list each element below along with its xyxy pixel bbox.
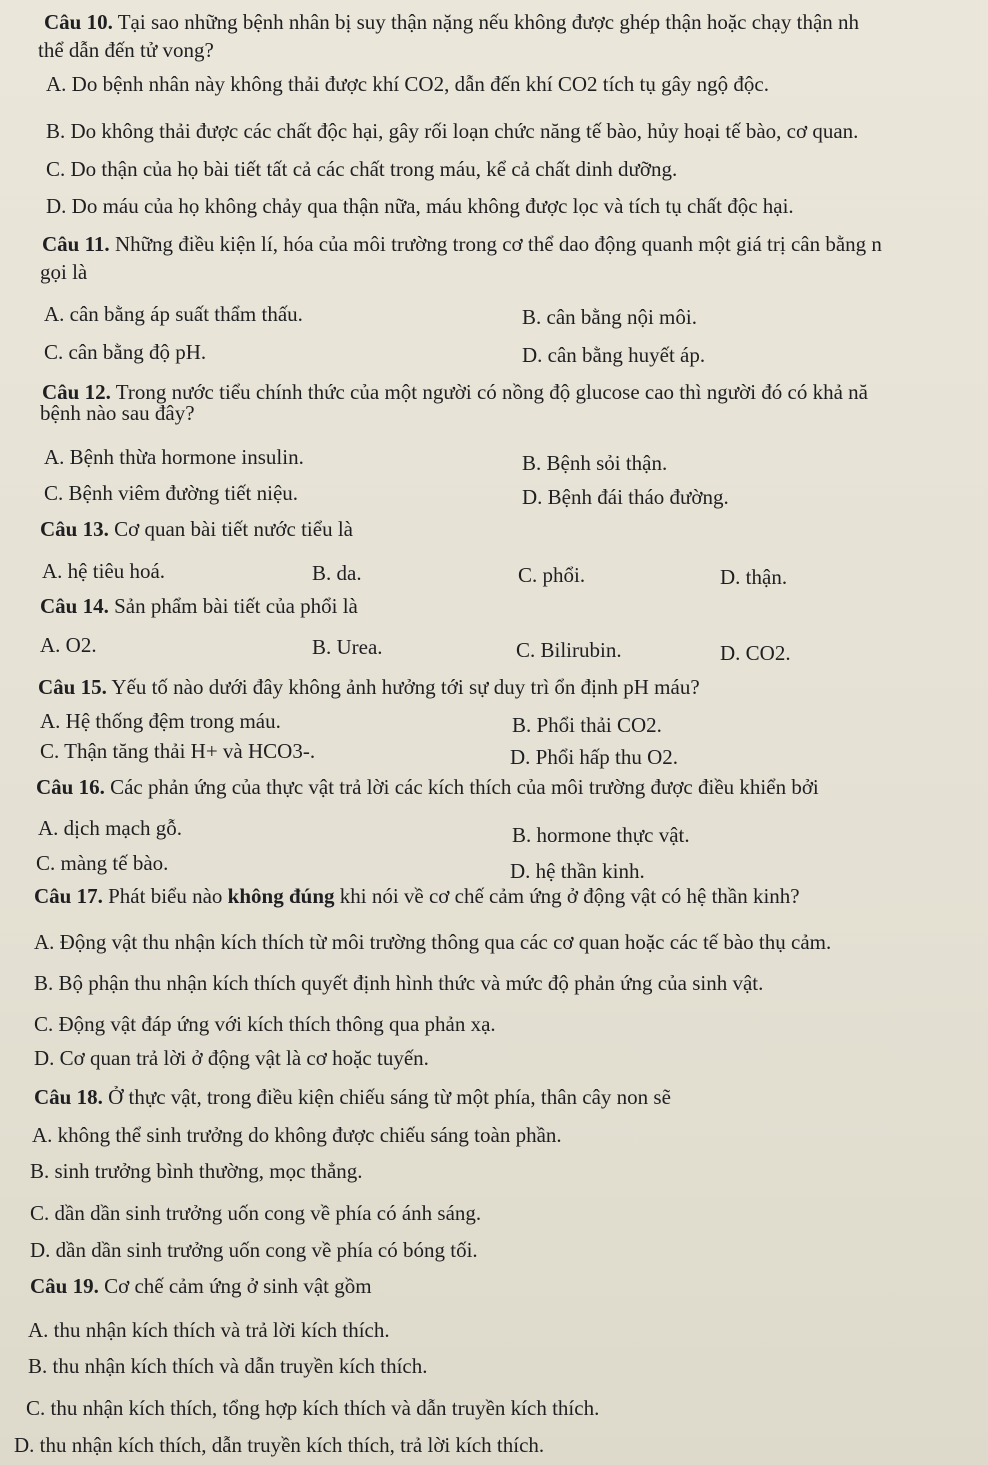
question-16-option-d: D. hệ thần kinh. [510,859,645,883]
question-text: Tại sao những bệnh nhân bị suy thận nặng nếu không được ghép thận hoặc chạy thận nh [117,10,860,34]
question-19-option-d: D. thu nhận kích thích, dẫn truyền kích thích, trả lời kích thích. [14,1433,545,1457]
question-14-option-b: B. Urea. [312,635,383,659]
question-14-option-a: A. O2. [40,633,97,657]
question-13-stem [40,516,353,542]
question-text: Yếu tố nào dưới đây không ảnh hưởng tới sự duy trì ổn định pH máu? [111,675,700,699]
question-10-option-c: C. Do thận của họ bài tiết tất cả các chất trong máu, kể cả chất dinh dưỡng. [46,157,678,181]
question-15-option-c: C. Thận tăng thải H+ và HCO3-. [40,739,316,763]
question-13-option-c: C. phổi. [518,563,586,587]
question-text-pre: Phát biểu nào [108,884,228,908]
question-13-option-a: A. hệ tiêu hoá. [42,559,166,583]
question-16-option-c: C. màng tế bào. [36,851,169,875]
question-13-option-b: B. da. [312,561,362,585]
question-18-stem [34,1084,671,1110]
question-15-option-a: A. Hệ thống đệm trong máu. [40,709,281,733]
question-number: Câu 14. [40,594,109,618]
question-18-option-c: C. dần dần sinh trưởng uốn cong về phía có ánh sáng. [30,1201,482,1225]
question-18-option-a: A. không thể sinh trưởng do không được chiếu sáng toàn phần. [32,1123,562,1147]
question-emphasis: không đúng [227,884,335,908]
question-15-option-d: D. Phổi hấp thu O2. [510,745,678,769]
question-12-option-a: A. Bệnh thừa hormone insulin. [44,445,304,469]
question-12-option-c: C. Bệnh viêm đường tiết niệu. [44,481,299,505]
question-19-option-c: C. thu nhận kích thích, tổng hợp kích thích và dẫn truyền kích thích. [26,1396,600,1420]
question-11-option-c: C. cân bằng độ pH. [44,340,207,364]
question-text: Sản phẩm bài tiết của phổi là [114,594,358,618]
question-11-stem [42,231,882,257]
question-number: Câu 10. [44,10,113,34]
question-10-option-d: D. Do máu của họ không chảy qua thận nữa, máu không được lọc và tích tụ chất độc hại. [46,194,794,218]
question-16-option-a: A. dịch mạch gỗ. [38,816,183,840]
question-10-option-a: A. Do bệnh nhân này không thải được khí CO2, dẫn đến khí CO2 tích tụ gây ngộ độc. [46,72,769,96]
question-18-option-d: D. dần dần sinh trưởng uốn cong về phía có bóng tối. [30,1238,478,1262]
question-14-option-d: D. CO2. [720,641,791,665]
question-number: Câu 11. [42,232,110,256]
question-13-option-d: D. thận. [720,565,788,589]
question-12-option-b: B. Bệnh sỏi thận. [522,451,668,475]
question-text: Cơ quan bài tiết nước tiểu là [114,517,353,541]
question-number: Câu 17. [34,884,103,908]
question-text: Các phản ứng của thực vật trả lời các kích thích của môi trường được điều khiển bởi [110,775,819,799]
question-number: Câu 13. [40,517,109,541]
question-number: Câu 16. [36,775,105,799]
question-number: Câu 12. [42,380,111,404]
question-19-stem [30,1273,372,1299]
question-text: Trong nước tiểu chính thức của một người có nồng độ glucose cao thì người đó có khả nă [115,380,869,404]
question-10-stem [44,9,859,35]
question-11-option-d: D. cân bằng huyết áp. [522,343,706,367]
question-text-post: khi nói về cơ chế cảm ứng ở động vật có hệ thần kinh? [334,884,800,908]
question-10-option-b: B. Do không thải được các chất độc hại, gây rối loạn chức năng tế bào, hủy hoại tế bào, cơ quan. [46,119,859,143]
question-15-stem [38,674,700,700]
question-11-stem-cont: gọi là [40,260,88,284]
question-16-option-b: B. hormone thực vật. [512,823,690,847]
question-15-option-b: B. Phổi thải CO2. [512,713,662,737]
question-text: Ở thực vật, trong điều kiện chiếu sáng từ một phía, thân cây non sẽ [108,1085,671,1109]
question-18-option-b: B. sinh trưởng bình thường, mọc thẳng. [30,1159,363,1183]
question-16-stem [36,774,819,800]
question-17-option-a: A. Động vật thu nhận kích thích từ môi trường thông qua các cơ quan hoặc các tế bào thụ cảm. [34,930,832,954]
question-12-option-d: D. Bệnh đái tháo đường. [522,485,729,509]
question-19-option-b: B. thu nhận kích thích và dẫn truyền kích thích. [28,1354,428,1378]
question-11-option-b: B. cân bằng nội môi. [522,305,697,329]
question-number: Câu 15. [38,675,107,699]
question-11-option-a: A. cân bằng áp suất thẩm thấu. [44,302,303,326]
question-text: Cơ chế cảm ứng ở sinh vật gồm [104,1274,372,1298]
question-number: Câu 18. [34,1085,103,1109]
question-14-stem [40,593,358,619]
question-12-stem-cont: bệnh nào sau đây? [40,401,195,425]
question-17-option-c: C. Động vật đáp ứng với kích thích thông qua phản xạ. [34,1012,496,1036]
question-17-stem [34,883,800,909]
question-number: Câu 19. [30,1274,99,1298]
question-text: Những điều kiện lí, hóa của môi trường trong cơ thể dao động quanh một giá trị cân bằng n [114,232,882,256]
question-17-option-b: B. Bộ phận thu nhận kích thích quyết định hình thức và mức độ phản ứng của sinh vật. [34,971,764,995]
question-10-stem-cont: thể dẫn đến tử vong? [38,38,214,62]
question-17-option-d: D. Cơ quan trả lời ở động vật là cơ hoặc tuyến. [34,1046,429,1070]
question-14-option-c: C. Bilirubin. [516,638,622,662]
question-19-option-a: A. thu nhận kích thích và trả lời kích thích. [28,1318,390,1342]
